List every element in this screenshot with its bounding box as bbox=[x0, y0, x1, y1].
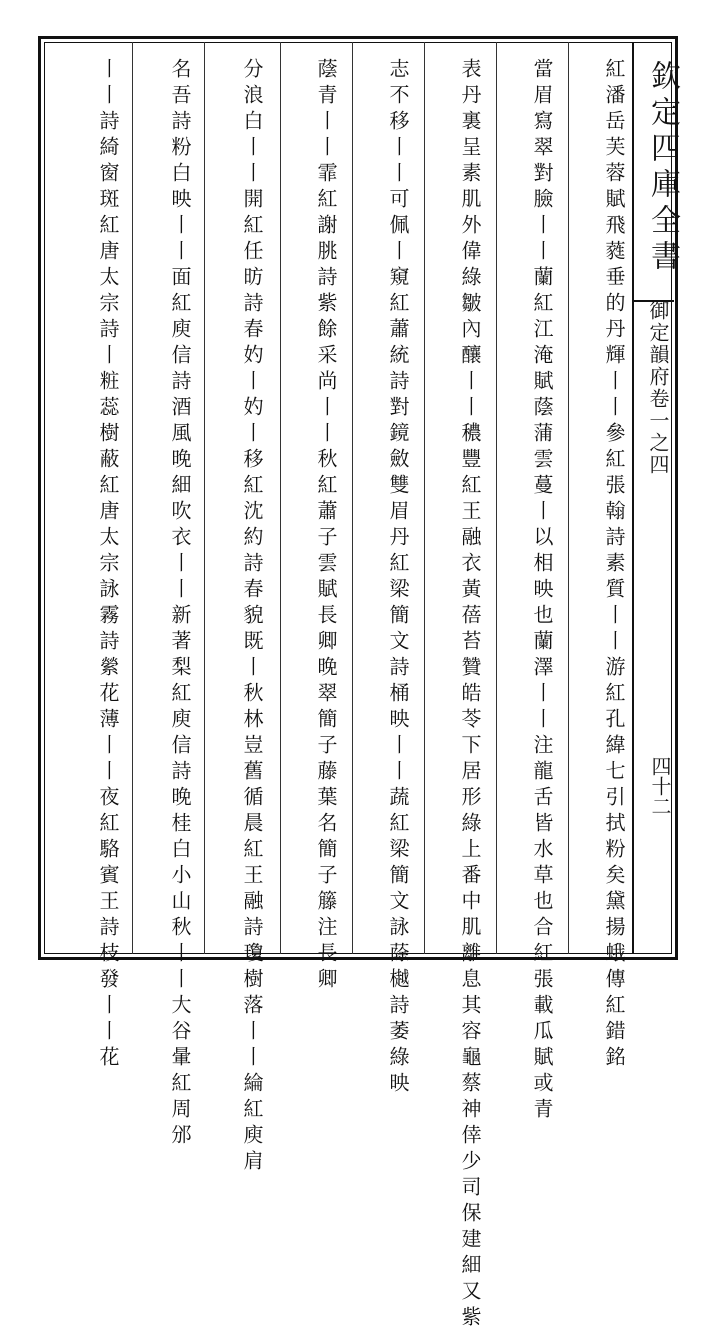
text-column-8: 丨丨詩綺窗斑紅唐太宗詩丨粧蕊樹蔽紅唐太宗詠霧詩縈花薄丨丨夜紅駱賓王詩枝發丨丨花 bbox=[96, 58, 120, 1072]
volume-subtitle: 御定韻府卷一之四 bbox=[646, 300, 670, 476]
column-rule bbox=[568, 42, 569, 954]
text-column-1: 紅潘岳芙蓉賦飛蕤垂的丹輝丨丨參紅張翰詩素質丨丨游紅孔緯七引拭粉矣黛揚蛾傳紅錯銘 bbox=[602, 58, 626, 1072]
column-rule bbox=[352, 42, 353, 954]
text-column-7: 名吾詩粉白映丨丨面紅庾信詩酒風晚細吹衣丨丨新著梨紅庾信詩晚桂白小山秋丨丨大谷暈紅周邠 bbox=[168, 58, 192, 1150]
text-column-2: 當眉寫翠對臉丨丨蘭紅江淹賦蔭蒲雲蔓丨以相映也蘭澤丨丨注龍舌皆水草也合紅張載瓜賦或青 bbox=[530, 58, 554, 1124]
column-rule bbox=[424, 42, 425, 954]
text-column-3: 表丹裏呈素肌外偉綠皺內釀丨丨穠豐紅王融衣黃蓓苔贊皓苓下居形綠上番中肌離息其容龜蔡神倖少司保建細又紫 bbox=[458, 58, 482, 1332]
text-column-6: 分浪白丨丨開紅任昉詩春妁丨妁丨移紅沈約詩春貌既丨秋林豈舊循晨紅王融詩瓊樹落丨丨綸紅庾肩 bbox=[240, 58, 264, 1176]
column-rule bbox=[132, 42, 133, 954]
book-title: 欽定四庫全書 bbox=[645, 60, 680, 276]
column-rule bbox=[204, 42, 205, 954]
page-number: 四十二 bbox=[648, 756, 672, 816]
text-column-4: 志不移丨丨可佩丨窺紅蕭統詩對鏡斂雙眉丹紅梁簡文詩桶映丨丨蔬紅梁簡文詠蒢樾詩萎綠映 bbox=[386, 58, 410, 1098]
column-rule bbox=[280, 42, 281, 954]
text-column-5: 蔭青丨丨霏紅謝朓詩紫餘采尚丨丨秋紅蕭子雲賦長卿晚翠簡子藤葉名簡子籐注長卿 bbox=[314, 58, 338, 994]
column-rule bbox=[496, 42, 497, 954]
